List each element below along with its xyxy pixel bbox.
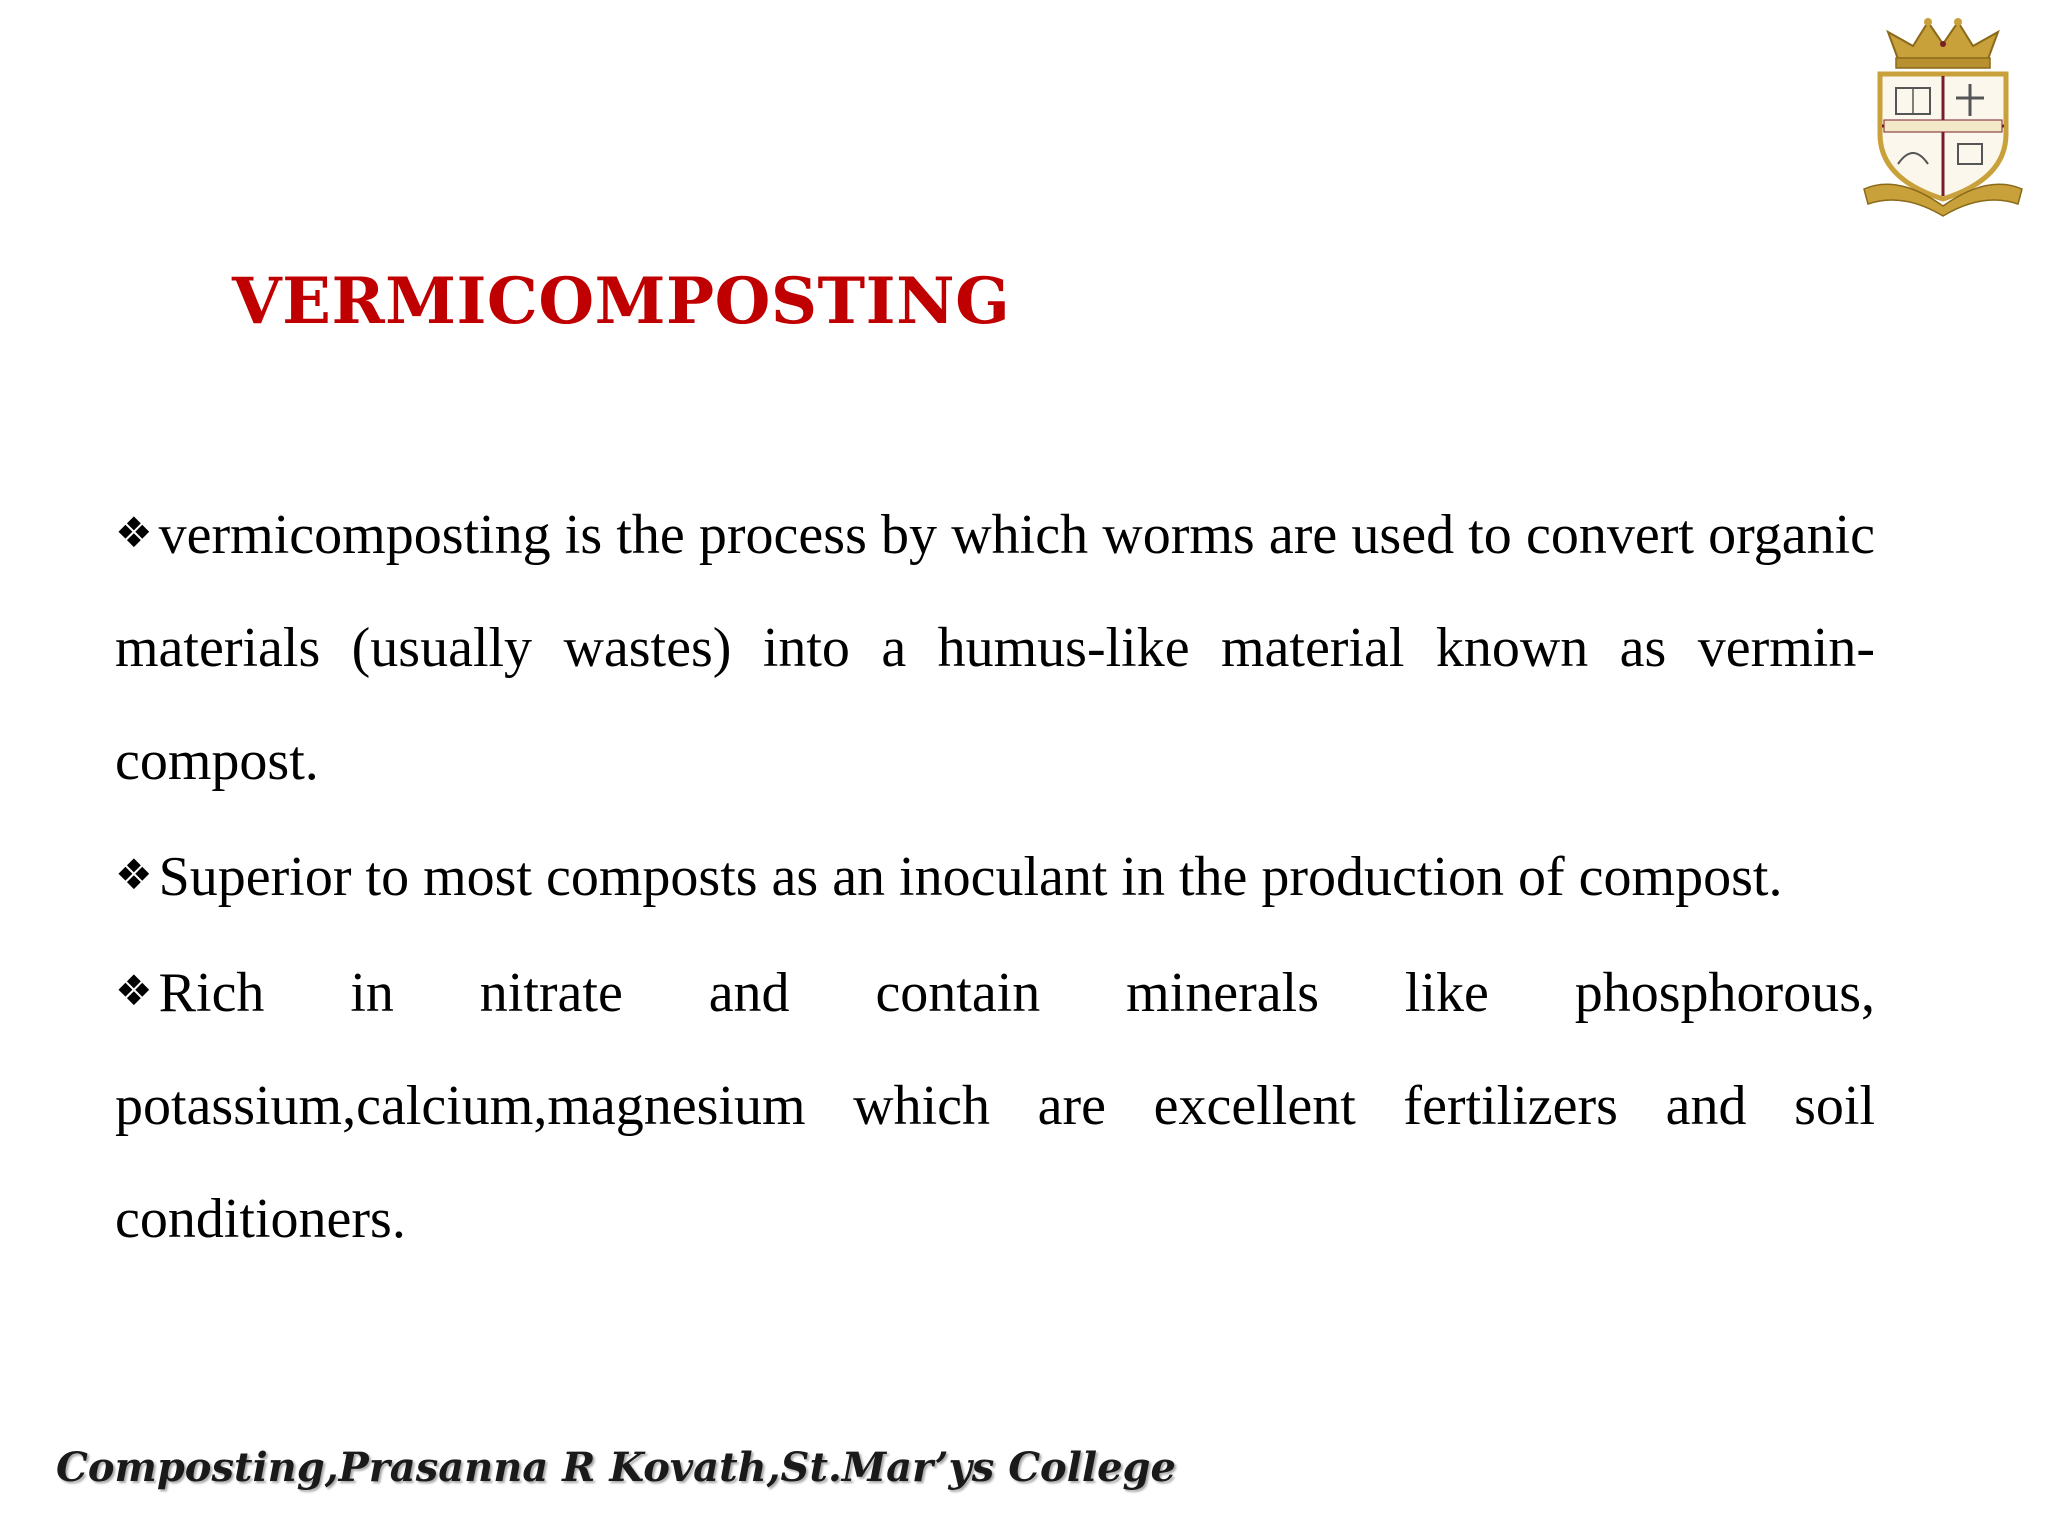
four-diamond-bullet-icon: ❖: [115, 508, 153, 557]
bullet-text: vermicomposting is the process by which worms are used to convert organic materials (usually wastes) into a humus-like material known as vermin-compost.: [115, 504, 1875, 792]
four-diamond-bullet-icon: ❖: [115, 850, 153, 899]
four-diamond-bullet-icon: ❖: [115, 966, 153, 1015]
bullet-item: [115, 934, 1875, 1276]
slide-title: VERMICOMPOSTING: [232, 264, 1011, 339]
bullet-list: [115, 476, 1875, 1276]
bullet-item: [115, 818, 1875, 934]
slide-footer: Composting,Prasanna R Kovath,St.Mar’ys College: [56, 1444, 1176, 1491]
college-crest-logo: [1858, 14, 2028, 219]
bullet-text: Superior to most composts as an inoculant in the production of compost.: [158, 846, 1783, 908]
bullet-item: [115, 476, 1875, 818]
bullet-text: Rich in nitrate and contain minerals like phosphorous, potassium,calcium,magnesium which are excellent fertilizers and soil conditioners.: [115, 962, 1875, 1250]
